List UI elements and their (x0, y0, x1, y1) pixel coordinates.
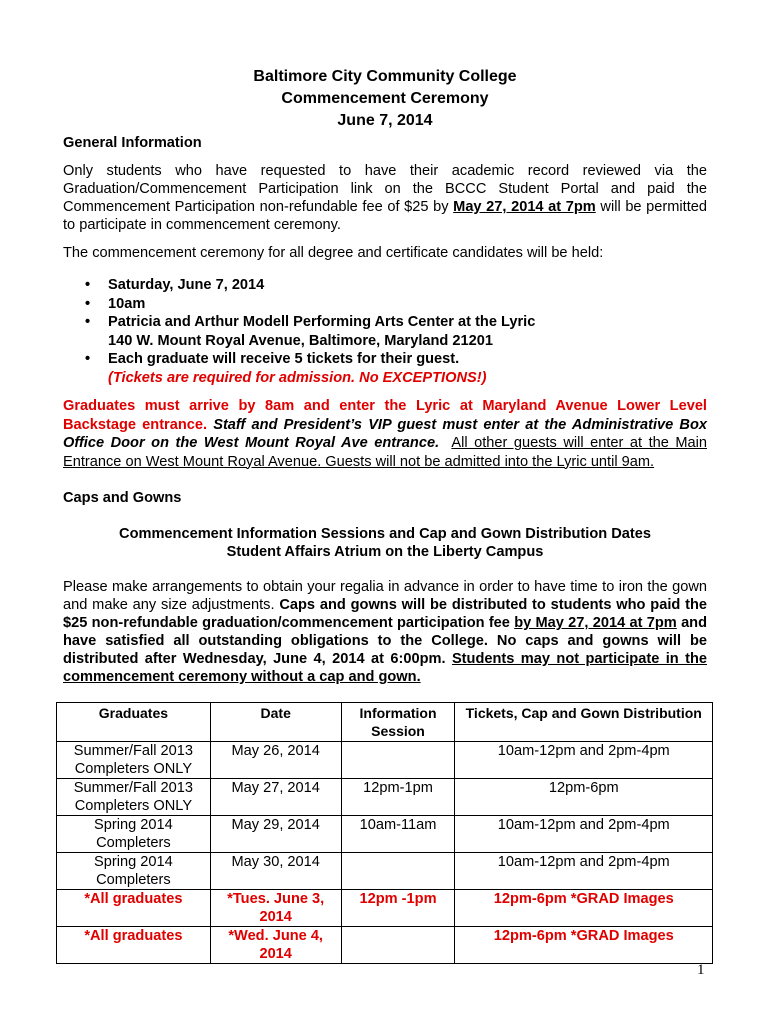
header-distribution: Tickets, Cap and Gown Distribution (455, 703, 713, 742)
cell-graduates: Summer/Fall 2013 Completers ONLY (57, 742, 211, 779)
regalia-text-a: Please make arrangements to obtain your regalia in advance in order to have time to iron the gown and make any size adjustments. (63, 579, 707, 613)
table-row (57, 927, 713, 964)
ceremony-details-list (63, 276, 707, 387)
heading-general-information: General Information (63, 135, 202, 151)
arrival-instructions: Graduates must arrive by 8am and enter the Lyric at Maryland Avenue Lower Level Backstage entrance. (63, 398, 707, 433)
cell-graduates: *All graduates (57, 927, 211, 964)
cell-session (341, 742, 455, 779)
cell-date: *Wed. June 4, 2014 (210, 927, 341, 964)
regalia-deadline: by May 27, 2014 at 7pm (514, 615, 677, 631)
cell-graduates: Spring 2014 Completers (57, 816, 211, 853)
cell-date: May 26, 2014 (210, 742, 341, 779)
document-page (63, 66, 707, 686)
subheading-sessions: Commencement Information Sessions and Cap and Gown Distribution Dates (119, 526, 651, 542)
cell-distribution: 12pm-6pm *GRAD Images (455, 927, 713, 964)
list-item (63, 276, 707, 295)
cell-distribution: 10am-12pm and 2pm-4pm (455, 742, 713, 779)
cell-date: May 30, 2014 (210, 853, 341, 890)
header-graduates: Graduates (57, 703, 211, 742)
fee-deadline: May 27, 2014 at 7pm (453, 199, 596, 215)
title-ceremony: Commencement Ceremony (281, 90, 489, 107)
paragraph-arrival: Graduates must arrive by 8am and enter the Lyric at Maryland Avenue Lower Level Backstage entrance. Staff and President’s VIP guest must enter at the Administrative Box Office Door on the West Mount Royal Ave entrance. All other guests will enter at the Main Entrance on West Mount Royal Avenue. Guests will not be admitted into the Lyric until 9am. (63, 398, 707, 470)
cell-distribution: 12pm-6pm *GRAD Images (455, 890, 713, 927)
cell-graduates: *All graduates (57, 890, 211, 927)
bullet-text: Each graduate will receive 5 tickets for their guest. (108, 351, 460, 367)
title-college: Baltimore City Community College (253, 68, 517, 85)
cell-date: May 29, 2014 (210, 816, 341, 853)
subheading-location: Student Affairs Atrium on the Liberty Campus (226, 544, 544, 560)
guest-entrance-note: All other guests will enter at the Main Entrance on West Mount Royal Avenue. Guests will not be admitted into the Lyric until 9am. (63, 435, 707, 470)
bullet-text: 10am (108, 295, 146, 312)
table-body (57, 742, 713, 964)
paragraph-eligibility (63, 162, 707, 234)
cell-distribution: 10am-12pm and 2pm-4pm (455, 816, 713, 853)
bullet-text: Patricia and Arthur Modell Performing Arts Center at the Lyric (108, 314, 536, 330)
cell-session (341, 853, 455, 890)
eligibility-text-a: Only students who have requested to have their academic record reviewed via the Graduation/Commencement Participation link on the BCCC Student Portal and paid the Commencement Participation non-refundable fee of $25 by (63, 163, 707, 215)
page-number: 1 (697, 962, 705, 978)
list-item (63, 313, 707, 350)
cell-distribution: 12pm-6pm (455, 779, 713, 816)
venue-address: 140 W. Mount Royal Avenue, Baltimore, Maryland 21201 (108, 332, 493, 349)
bullet-icon: • (85, 277, 91, 293)
bullet-icon: • (85, 351, 91, 367)
heading-caps-and-gowns: Caps and Gowns (63, 490, 182, 506)
cell-graduates: Summer/Fall 2013 Completers ONLY (57, 779, 211, 816)
regalia-requirement: Students may not participate in the commencement ceremony without a cap and gown. (63, 651, 707, 685)
bullet-icon: • (85, 295, 91, 312)
cell-session: 12pm -1pm (341, 890, 455, 927)
table-header-row (57, 703, 713, 742)
cell-session: 12pm-1pm (341, 779, 455, 816)
title-date: June 7, 2014 (337, 112, 433, 129)
table-row (57, 890, 713, 927)
paragraph-regalia (63, 578, 707, 686)
table-row (57, 816, 713, 853)
vip-entrance-note: Staff and President’s VIP guest must enter at the Administrative Box Office Door on the West Mount Royal Ave entrance (63, 416, 707, 451)
list-item (63, 350, 707, 387)
eligibility-text-b: will be permitted to participate in commencement ceremony. (63, 199, 708, 233)
cell-session: 10am-11am (341, 816, 455, 853)
cell-graduates: Spring 2014 Completers (57, 853, 211, 890)
table-row (57, 853, 713, 890)
list-item (63, 295, 707, 314)
regalia-text-b: Caps and gowns will be distributed to students who paid the $25 non-refundable graduation/commencement participation fee (63, 597, 707, 631)
cell-date: *Tues. June 3, 2014 (210, 890, 341, 927)
bullet-icon: • (85, 314, 91, 330)
distribution-schedule-table (56, 702, 713, 964)
paragraph-ceremony-intro: The commencement ceremony for all degree and certificate candidates will be held: (63, 245, 604, 261)
table-row (57, 742, 713, 779)
cell-session (341, 927, 455, 964)
bullet-text: Saturday, June 7, 2014 (108, 277, 265, 293)
cell-date: May 27, 2014 (210, 779, 341, 816)
cell-distribution: 10am-12pm and 2pm-4pm (455, 853, 713, 890)
table-row (57, 779, 713, 816)
regalia-text-d: and have satisfied all outstanding obligations to the College. No caps and gowns will be distributed after Wednesday, June 4, 2014 at 6:00pm. (63, 615, 708, 667)
header-information-session: Information Session (341, 703, 455, 742)
tickets-required-note: (Tickets are required for admission. No EXCEPTIONS!) (108, 369, 487, 386)
header-date: Date (210, 703, 341, 742)
